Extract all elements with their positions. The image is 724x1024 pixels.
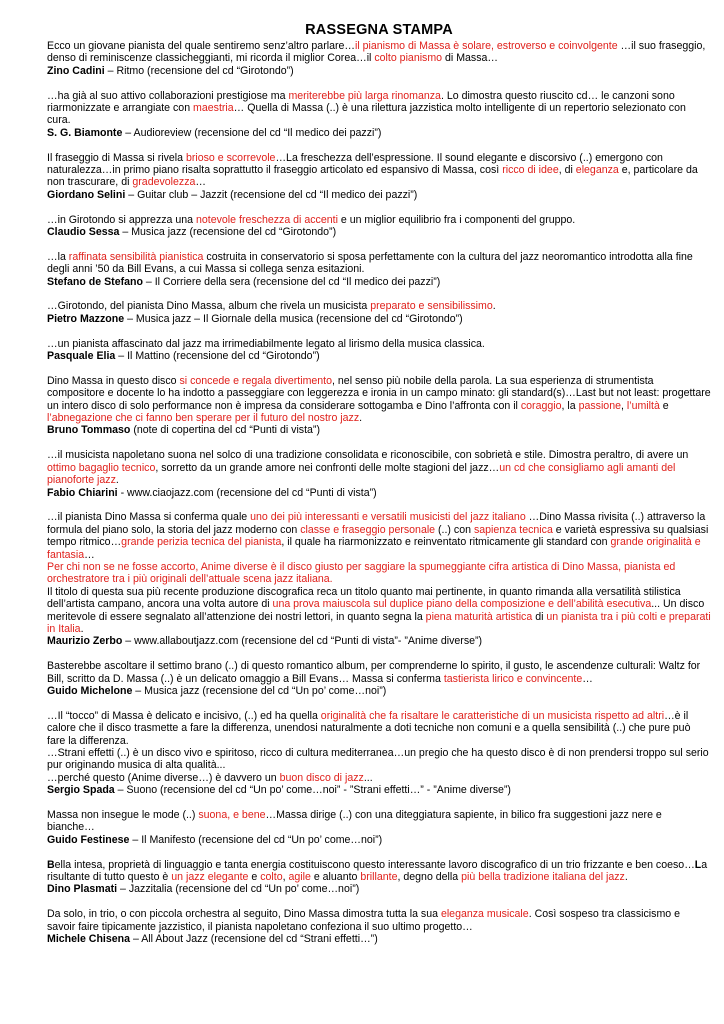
quote-text: L xyxy=(694,858,702,871)
quote-text: …ha già al suo attivo collaborazioni prestigiose ma xyxy=(47,89,289,102)
quote-text: di xyxy=(532,610,547,623)
quote-text: ella intesa, proprietà di linguaggio e tanta energia costituiscono questo interessante lavoro discografico di un trio frizzante e ben coeso… xyxy=(54,858,695,871)
highlighted-phrase: . xyxy=(329,573,333,586)
quote-text: Il fraseggio di Massa si rivela xyxy=(47,151,186,164)
highlighted-phrase: brillante xyxy=(360,871,398,884)
highlighted-phrase: un cd che consigliamo agli amanti del pianoforte jazz xyxy=(47,461,676,487)
review-entry xyxy=(47,908,711,945)
highlighted-phrase: maestria xyxy=(193,102,234,115)
review-citation xyxy=(47,189,711,201)
quote-text: , nel senso più nobile della parola. La sua esperienza di strumentista compositore e docente lo ha indotto a passeggiare con leggerezza e ironia in un campo minato: gli standard(s)…Last but not least: progettare un intero disco di solo performance non è impresa da considerare sottogamba e Dino l’affronta con il xyxy=(47,374,711,412)
review-entry xyxy=(47,449,711,499)
review-quote xyxy=(47,908,711,933)
review-quote xyxy=(47,809,711,834)
quote-text: Il titolo di questa sua più recente produzione discografica reca un titolo quanto mai pertinente, in quanto rimanda alla versatilità stilistica dell’artista campano, ancora una volta autore di xyxy=(47,585,681,611)
highlighted-phrase: coraggio xyxy=(520,399,562,412)
review-source: (note di copertina del cd “Punti di vista”) xyxy=(130,424,320,437)
quote-text: …Girotondo, del pianista Dino Massa, album che rivela un musicista xyxy=(47,300,371,313)
review-citation xyxy=(47,313,711,325)
review-citation xyxy=(47,933,711,945)
review-entry xyxy=(47,214,711,239)
review-quote xyxy=(47,300,711,312)
reviewer-name: Zino Cadini xyxy=(47,64,105,77)
review-entry xyxy=(47,809,711,846)
review-quote xyxy=(47,449,711,486)
review-quote xyxy=(47,561,711,586)
review-citation xyxy=(47,276,711,288)
quote-text: . xyxy=(80,622,84,635)
review-quote xyxy=(47,511,711,561)
quote-text: …La freschezza dell’espressione. Il sound elegante e discorsivo (..) emergono con naturalezza…in primo piano risalta soprattutto il fraseggio articolato ed espansivo di Massa, così xyxy=(47,151,663,177)
highlighted-phrase: più bella tradizione italiana del jazz xyxy=(461,871,625,884)
review-source: – Jazzitalia (recensione del cd “Un po’ come…noi”) xyxy=(117,883,360,896)
highlighted-phrase: originalità che fa risaltare le caratteristiche di un musicista rispetto ad altri xyxy=(320,709,665,722)
review-source: – All About Jazz (recensione del cd “Strani effetti…”) xyxy=(130,933,378,946)
review-source: – Guitar club – Jazzit (recensione del cd “Il medico dei pazzi”) xyxy=(125,188,418,201)
review-source: - www.ciaojazz.com (recensione del cd “Punti di vista”) xyxy=(117,486,377,499)
quote-text: Ecco un giovane pianista del quale sentiremo senz’altro parlare… xyxy=(47,40,355,52)
reviewer-name: Pietro Mazzone xyxy=(47,312,125,325)
highlighted-phrase: un jazz elegante xyxy=(171,871,249,884)
review-quote xyxy=(47,586,711,636)
highlighted-phrase: ottimo bagaglio tecnico xyxy=(47,461,156,474)
press-review-document xyxy=(47,22,711,958)
highlighted-phrase: preparato e sensibilissimo xyxy=(370,300,493,313)
reviewer-name: S. G. Biamonte xyxy=(47,126,123,139)
review-citation xyxy=(47,685,711,697)
review-source: – Il Corriere della sera (recensione del cd “Il medico dei pazzi”) xyxy=(142,275,441,288)
review-quote xyxy=(47,338,711,350)
highlighted-phrase: agile xyxy=(288,871,311,884)
review-citation xyxy=(47,424,711,436)
quote-text: …il suo fraseggio, denso di reminiscenze classicheggianti, mi ricorda il miglior Corea…il xyxy=(47,40,706,65)
highlighted-phrase: pianista ed orchestratore tra i più originali dell’attuale scena jazz italiana xyxy=(47,560,676,586)
review-citation xyxy=(47,834,711,846)
highlighted-phrase: meriterebbe più larga rinomanza xyxy=(288,89,441,102)
highlighted-phrase: gradevolezza xyxy=(132,176,196,189)
highlighted-phrase: raffinata sensibilità pianistica xyxy=(68,250,204,263)
quote-text: costruita in conservatorio si sposa perfettamente con la cultura del jazz neoromantico introdotta alla fine degli anni ’50 da Bill Evans, a cui Massa si collega senza esitazioni. xyxy=(47,250,693,276)
reviewer-name: Stefano de Stefano xyxy=(47,275,143,288)
highlighted-phrase: eleganza xyxy=(575,164,619,177)
highlighted-phrase: grande perizia tecnica del pianista xyxy=(121,536,282,549)
quote-text: B xyxy=(47,858,55,871)
highlighted-phrase: colto xyxy=(260,871,283,884)
quote-text: , sorretto da un grande amore nei confronti delle molte stagioni del jazz… xyxy=(155,461,500,474)
quote-text: … xyxy=(84,548,95,561)
quote-text: e xyxy=(248,871,261,884)
quote-text: …il pianista Dino Massa si conferma quale xyxy=(47,511,251,524)
review-quote xyxy=(47,747,711,772)
quote-text: (..) con xyxy=(435,523,474,536)
quote-text: ... Un disco meritevole di essere segnalato all’attenzione dei nostri lettori, in quanto segna la xyxy=(47,598,705,623)
quote-text: … xyxy=(195,176,206,189)
quote-text: e varietà espressiva su qualsiasi tempo ritmico… xyxy=(47,523,709,549)
review-entry xyxy=(47,251,711,288)
highlighted-phrase: il pianismo di Massa è solare, estroverso e coinvolgente xyxy=(354,40,618,52)
quote-text: , xyxy=(620,399,627,412)
review-entry xyxy=(47,710,711,797)
review-list xyxy=(47,40,711,945)
review-source: – Musica jazz (recensione del cd “Un po’ come…noi”) xyxy=(132,684,387,697)
review-entry xyxy=(47,338,711,363)
review-citation xyxy=(47,350,711,362)
quote-text: e aluanto xyxy=(310,871,361,884)
review-quote xyxy=(47,152,711,189)
reviewer-name: Sergio Spada xyxy=(47,784,115,797)
review-entry xyxy=(47,152,711,202)
quote-text: , di xyxy=(558,164,576,177)
quote-text: . xyxy=(492,300,496,313)
quote-text: …la xyxy=(47,250,69,263)
quote-text: . xyxy=(624,871,628,884)
review-citation xyxy=(47,127,711,139)
highlighted-phrase: si concede e regala divertimento xyxy=(179,374,333,387)
review-source: – Il Mattino (recensione del cd “Girotondo”) xyxy=(115,350,320,363)
review-quote xyxy=(47,859,711,884)
quote-text: , il quale ha riarmonizzato e reinventato ritmicamente gli standard con xyxy=(281,536,611,549)
review-entry xyxy=(47,40,711,77)
review-citation xyxy=(47,635,711,647)
highlighted-phrase: tastierista lirico e convincente xyxy=(443,672,583,685)
highlighted-phrase: buon disco di jazz xyxy=(279,771,364,784)
quote-text: . xyxy=(359,412,363,425)
review-citation xyxy=(47,65,711,77)
quote-text: , xyxy=(282,871,289,884)
review-entry xyxy=(47,300,711,325)
highlighted-phrase: classe e fraseggio personale xyxy=(300,523,436,536)
reviewer-name: Guido Festinese xyxy=(47,833,130,846)
reviewer-name: Dino Plasmati xyxy=(47,883,118,896)
highlighted-phrase: una prova maiuscola sul duplice piano della composizione e dell’abilità esecutiva xyxy=(272,598,652,611)
review-quote xyxy=(47,90,711,127)
quote-text: … xyxy=(582,672,593,685)
reviewer-name: Pasquale Elia xyxy=(47,350,116,363)
reviewer-name: Guido Michelone xyxy=(47,684,133,697)
highlighted-phrase: sapienza tecnica xyxy=(473,523,553,536)
review-source: – Musica jazz (recensione del cd “Girotondo”) xyxy=(119,226,337,239)
quote-text: . xyxy=(115,474,119,487)
review-quote xyxy=(47,251,711,276)
quote-text: …un pianista affascinato dal jazz ma irrimediabilmente legato al lirismo della musica classica. xyxy=(47,337,485,350)
review-source: – Ritmo (recensione del cd “Girotondo”) xyxy=(104,64,294,77)
quote-text: e xyxy=(659,399,669,412)
quote-text: . Lo dimostra questo riuscito cd… le canzoni sono riarmonizzate e arrangiate con xyxy=(47,89,675,115)
review-quote xyxy=(47,772,711,784)
highlighted-phrase: piena maturità artistica xyxy=(425,610,533,623)
review-quote xyxy=(47,40,711,65)
quote-text: Dino Massa in questo disco xyxy=(47,374,180,387)
quote-text: Massa non insegue le mode (..) xyxy=(47,809,199,821)
review-source: – Suono (recensione del cd “Un po’ come…noi” - ”Strani effetti…” - ”Anime diverse”) xyxy=(114,784,511,797)
review-entry xyxy=(47,375,711,437)
review-citation xyxy=(47,883,711,895)
reviewer-name: Fabio Chiarini xyxy=(47,486,118,499)
highlighted-phrase: Per chi non se ne fosse accorto, Anime diverse è il disco giusto per saggiare la spumeggiante cifra artistica di Dino Massa, xyxy=(47,560,625,573)
quote-text: …perché questo (Anime diverse…) è davvero un xyxy=(47,771,280,784)
review-citation xyxy=(47,226,711,238)
quote-text: … Quella di Massa (..) è una rilettura jazzistica molto intelligente di un repertorio selezionato con cura. xyxy=(47,102,686,127)
review-entry xyxy=(47,660,711,697)
quote-text: Da solo, in trio, o con piccola orchestra al seguito, Dino Massa dimostra tutta la sua xyxy=(47,908,441,921)
reviewer-name: Giordano Selini xyxy=(47,188,126,201)
highlighted-phrase: eleganza musicale xyxy=(440,908,529,921)
reviewer-name: Claudio Sessa xyxy=(47,226,120,239)
review-quote xyxy=(47,214,711,226)
highlighted-phrase: brioso e scorrevole xyxy=(185,151,276,164)
highlighted-phrase: colto pianismo xyxy=(374,52,443,65)
reviewer-name: Bruno Tommaso xyxy=(47,424,131,437)
highlighted-phrase: ricco di idee xyxy=(502,164,559,177)
review-source: – Il Manifesto (recensione del cd “Un po’ come…noi”) xyxy=(129,833,383,846)
review-source: – Musica jazz – Il Giornale della musica (recensione del cd “Girotondo”) xyxy=(124,312,463,325)
review-source: – www.allaboutjazz.com (recensione del cd “Punti di vista”- ”Anime diverse”) xyxy=(122,635,483,648)
review-citation xyxy=(47,487,711,499)
highlighted-phrase: passione xyxy=(578,399,621,412)
quote-text: …Il “tocco” di Massa è delicato e incisivo, (..) ed ha quella xyxy=(47,709,321,722)
page-title: RASSEGNA STAMPA xyxy=(305,22,453,38)
highlighted-phrase: suona, e bene xyxy=(198,809,266,821)
quote-text: …in Girotondo si apprezza una xyxy=(47,213,196,226)
review-entry xyxy=(47,859,711,896)
review-entry xyxy=(47,511,711,647)
review-source: – Audioreview (recensione del cd “Il medico dei pazzi”) xyxy=(122,126,382,139)
quote-text: Basterebbe ascoltare il settimo brano (..) di questo romantico album, per comprenderne lo spirito, il gusto, le ascendenze culturali: Waltz for Bill, scritto da D. Massa (..) è un delicato omaggio a Bill Evans… Massa si conferma xyxy=(47,660,701,685)
quote-text: e, particolare da non trascurare, di xyxy=(47,164,698,189)
quote-text: , degno della xyxy=(397,871,462,884)
quote-text: …è il calore che il disco trasmette a fare la differenza, unendosi naturalmente a doti tecniche non comuni e a quella sensibilità (..) che pure può fare la differenza. xyxy=(47,709,691,747)
quote-text: . Così sospeso tra classicismo e savoir faire tipicamente jazzistico, il pianista napoletano confeziona il suo ultimo progetto… xyxy=(47,908,680,933)
quote-text: di Massa… xyxy=(442,52,499,65)
highlighted-phrase: uno dei più interessanti e versatili musicisti del jazz italiano xyxy=(250,511,526,524)
review-entry xyxy=(47,90,711,140)
review-quote xyxy=(47,660,711,685)
highlighted-phrase: l’abnegazione che ci fanno ben sperare per il futuro del nostro jazz xyxy=(47,412,360,425)
quote-text: …il musicista napoletano suona nel solco di una tradizione consolidata e riconoscibile, con sobrietà e stile. Dimostra peraltro, di avere un xyxy=(47,449,689,462)
quote-text: ... xyxy=(363,771,373,784)
quote-text: a risultante di tutto questo è xyxy=(47,858,708,884)
quote-text: …Dino Massa rivisita (..) attraverso la formula del piano solo, la storia del jazz moderno con xyxy=(47,511,706,536)
highlighted-phrase: grande originalità e fantasia xyxy=(47,536,701,561)
reviewer-name: Maurizio Zerbo xyxy=(47,635,123,648)
highlighted-phrase: l’umiltà xyxy=(626,399,660,412)
review-quote xyxy=(47,710,711,747)
quote-text: e un miglior equilibrio fra i componenti del gruppo. xyxy=(337,213,576,226)
reviewer-name: Michele Chisena xyxy=(47,933,131,946)
quote-text: , la xyxy=(561,399,579,412)
highlighted-phrase: notevole freschezza di accenti xyxy=(196,213,338,226)
highlighted-phrase: un pianista tra i più colti e preparati in Italia xyxy=(47,610,711,635)
quote-text: …Strani effetti (..) è un disco vivo e spiritoso, ricco di cultura mediterranea…un pregio che ha questo disco è di non prendersi troppo sul serio pur originando musica di alta qualità... xyxy=(47,746,709,772)
review-citation xyxy=(47,784,711,796)
quote-text: …Massa dirige (..) con una diteggiatura sapiente, in bilico fra suggestioni jazz nere e bianche… xyxy=(47,809,662,834)
review-quote xyxy=(47,375,711,425)
